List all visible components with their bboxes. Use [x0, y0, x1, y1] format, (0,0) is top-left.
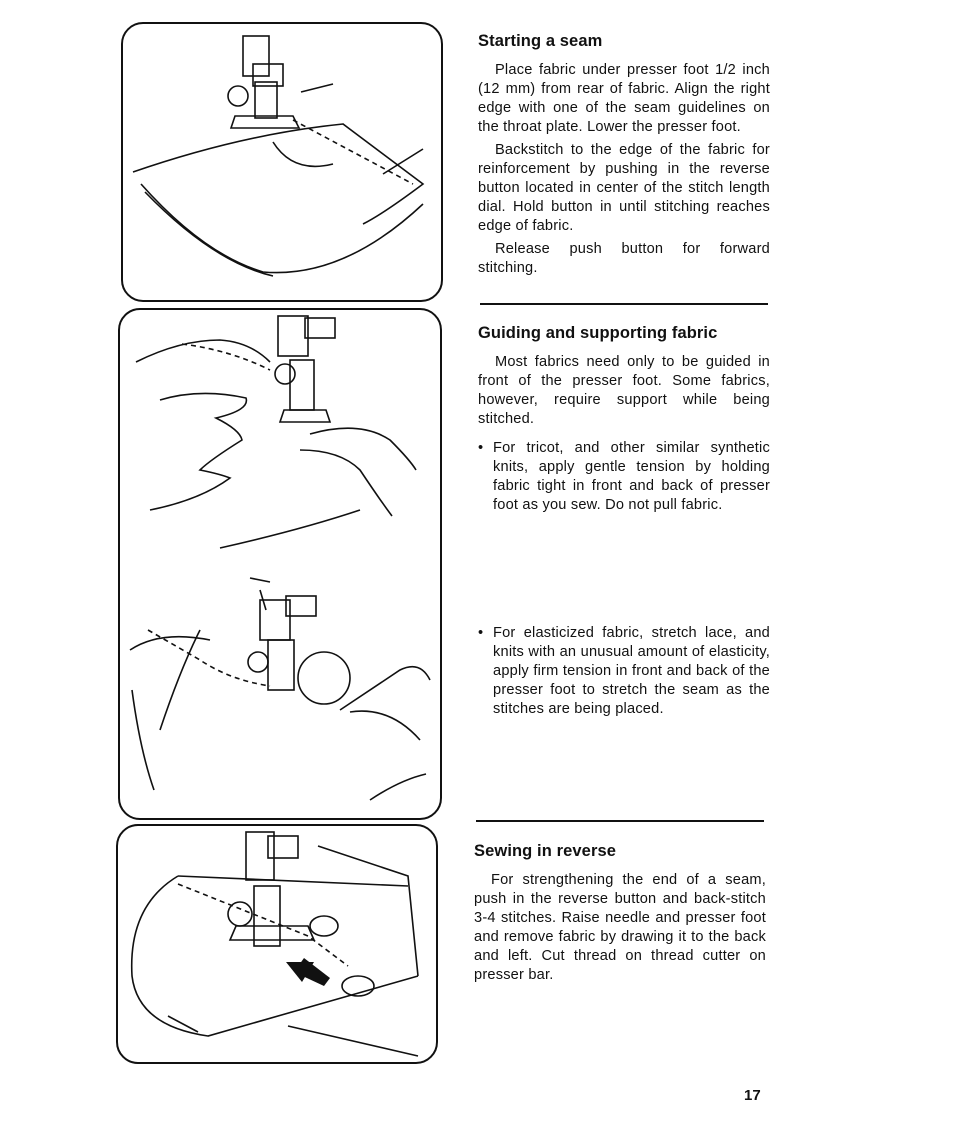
paragraph: Backstitch to the edge of the fabric for reinforcement by pushing in the reverse button located in center of the stitch length dial. Hold button in until stitching reaches edge of fabric.	[478, 142, 770, 234]
list-item-text: For tricot, and other similar synthetic knits, apply gentle tension by holding fabric tight in front and back of presser foot as you sew. Do not pull fabric.	[493, 440, 770, 513]
reverse-stitch-arrow-drawing	[118, 826, 436, 1062]
heading-sewing-reverse: Sewing in reverse	[474, 842, 617, 860]
page-number: 17	[744, 1087, 761, 1104]
heading-starting-seam: Starting a seam	[478, 32, 603, 50]
illustration-guiding-fabric	[118, 308, 442, 820]
section-sewing-reverse	[474, 842, 766, 989]
paragraph: Place fabric under presser foot 1/2 inch (12 mm) from rear of fabric. Align the right edge with one of the seam guidelines on the throat plate. Lower the presser foot.	[478, 62, 770, 135]
list-item	[478, 624, 770, 719]
paragraph: For strengthening the end of a seam, push in the reverse button and back-stitch 3-4 stitches. Raise needle and presser foot and remove fabric by drawing it to the back and left. Cut thread on thread cutter on presser bar.	[474, 872, 766, 983]
heading-guiding-fabric: Guiding and supporting fabric	[478, 324, 718, 342]
bullet-icon: •	[478, 625, 484, 641]
paragraph: Release push button for forward stitching.	[478, 241, 770, 276]
section-divider	[476, 820, 764, 822]
list-item	[478, 439, 770, 515]
section-starting-seam	[478, 32, 770, 282]
list-item-text: For elasticized fabric, stretch lace, and knits with an unusual amount of elasticity, apply firm tension in front and back of the presser foot to stretch the seam as the stitches are being placed.	[493, 625, 770, 717]
paragraph: Most fabrics need only to be guided in front of the presser foot. Some fabrics, however, require support while being stitched.	[478, 354, 770, 427]
section-divider	[480, 303, 768, 305]
illustration-sewing-reverse	[116, 824, 438, 1064]
illustration-starting-seam	[121, 22, 443, 302]
presser-foot-fabric-drawing	[123, 24, 441, 300]
bullet-icon: •	[478, 440, 484, 456]
section-guiding-fabric	[478, 324, 770, 433]
hands-guiding-fabric-drawing	[120, 310, 440, 818]
